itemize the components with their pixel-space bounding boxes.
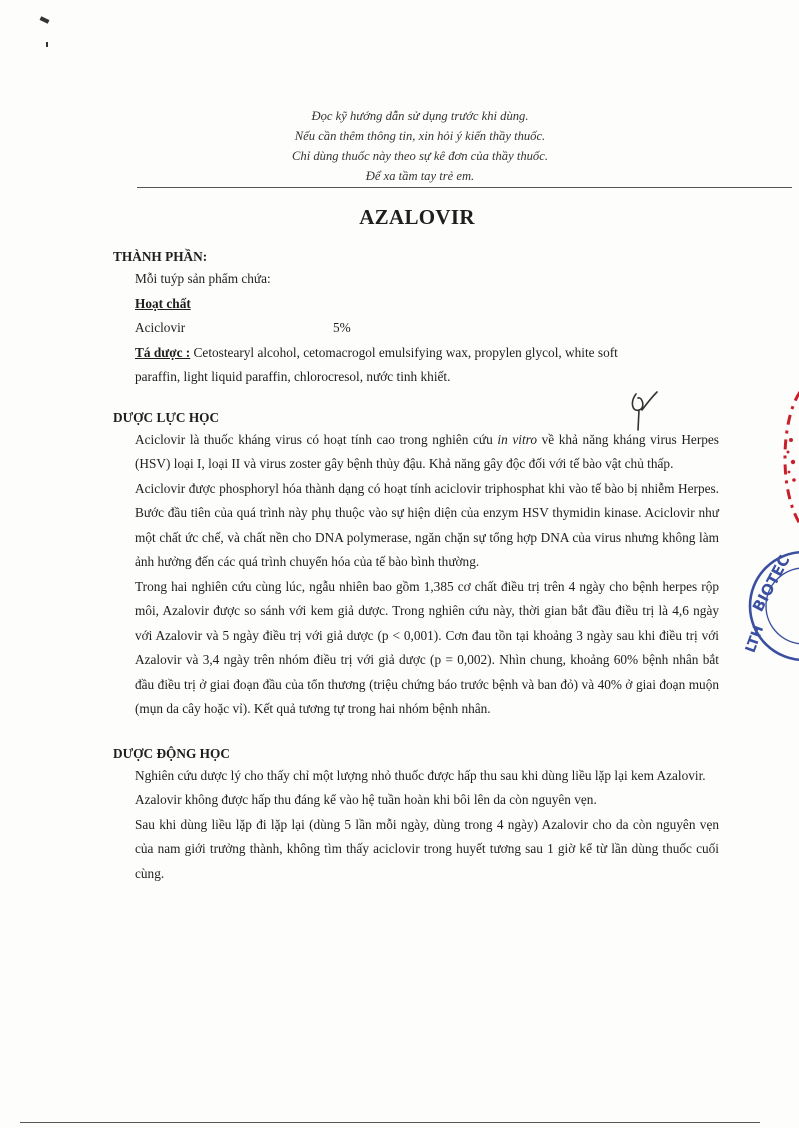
active-ingredient-label xyxy=(135,292,719,317)
excipients xyxy=(135,341,719,390)
footer-divider xyxy=(20,1122,760,1123)
active-amount: 5% xyxy=(333,320,351,335)
composition-heading: THÀNH PHẦN: xyxy=(113,249,208,264)
pharmacokinetics-heading: DƯỢC ĐỘNG HỌC xyxy=(113,745,230,761)
warning-line: Nếu cần thêm thông tin, xin hỏi ý kiến thầy thuốc. xyxy=(294,129,546,143)
warning-line: Chỉ dùng thuốc này theo sự kê đơn của thầy thuốc. xyxy=(292,149,548,163)
pharmacokinetics-paragraph-2: Azalovir không được hấp thu đáng kể vào hệ tuần hoàn khi bôi lên da còn nguyên vẹn. xyxy=(135,792,597,807)
in-vitro-term: in vitro xyxy=(497,431,537,447)
pharmacokinetics-paragraph-1: Nghiên cứu dược lý cho thấy chỉ một lượng nhỏ thuốc được hấp thu sau khi dùng liều lặp lại kem Azalovir. xyxy=(135,767,706,783)
pharmacodynamics-paragraph-2: Aciclovir được phosphoryl hóa thành dạng có hoạt tính aciclovir triphosphat khi vào tế bào bị nhiễm Herpes. Bước đầu tiên của quá trình này phụ thuộc vào sự hiện diện của enzym HSV thymidin kinase. Aciclovir như một chất ức chế, và chất nền cho DNA polymerase, ngăn chặn sự tổng hợp DNA của virus nhưng không làm ảnh hưởng đến các quá trình chuyển hóa của tế bào bình thường. xyxy=(135,480,719,569)
document-body xyxy=(113,247,719,886)
company-seal xyxy=(742,548,799,668)
product-title: AZALOVIR xyxy=(359,205,475,229)
active-ingredient-row xyxy=(135,316,719,341)
active-label: Hoạt chất xyxy=(135,295,191,311)
pharmacodynamics-paragraph-3: Trong hai nghiên cứu cùng lúc, ngẫu nhiên bao gồm 1,385 cơ chất điều trị trên 4 ngày cho bệnh herpes rộp môi, Azalovir được so sánh với kem giả dược. Trong nghiên cứu này, thời gian bắt đầu điều trị là 4,6 ngày với Azalovir và 5 ngày điều trị với giả dược (p < 0,001). Cơn đau tồn tại khoảng 3 ngày sau khi điều trị với Azalovir và 3,4 ngày trên nhóm điều trị với giả dược (p = 0,002). Nhìn chung, khoảng 60% bệnh nhân bắt đầu điều trị ở giai đoạn đầu của tổn thương (triệu chứng báo trước bệnh và ban đỏ) và 40% ở giai đoạn muộn (mụn da cây hoặc vỉ). Kết quả tương tự trong hai nhóm bệnh nhân. xyxy=(135,578,719,716)
handwritten-initial xyxy=(626,388,660,432)
red-stamp xyxy=(764,388,799,528)
usage-warnings xyxy=(200,106,640,186)
svg-text:BIOTEC: BIOTEC xyxy=(748,552,794,615)
pharmacokinetics-paragraph-3: Sau khi dùng liều lặp đi lặp lại (dùng 5 lần mỗi ngày, dùng trong 4 ngày) Azalovir cho da còn nguyên vẹn của nam giới trưởng thành, không tìm thấy aciclovir trong huyết tương sau 1 giờ kể từ lần dùng thuốc cuối cùng. xyxy=(135,816,719,881)
svg-text:LTH: LTH xyxy=(742,623,768,656)
scan-mark xyxy=(46,42,48,47)
excipient-label: Tá dược : xyxy=(135,344,191,360)
header-divider xyxy=(137,187,792,188)
warning-line: Để xa tầm tay trẻ em. xyxy=(365,169,475,183)
excipient-text-2: paraffin, light liquid paraffin, chlorocresol, nước tinh khiết. xyxy=(135,369,451,384)
warning-line: Đọc kỹ hướng dẫn sử dụng trước khi dùng. xyxy=(311,109,529,123)
pharmacodynamics-paragraph-1: Aciclovir là thuốc kháng virus có hoạt tính cao trong nghiên cứu in vitro về khả năng kháng virus Herpes (HSV) loại I, loại II và virus zoster gây bệnh thủy đậu. Khả năng gây độc đối với tế bào vật chủ thấp. xyxy=(135,431,719,471)
pharmacodynamics-heading: DƯỢC LỰC HỌC xyxy=(113,409,220,425)
composition-intro: Mỗi tuýp sản phẩm chứa: xyxy=(135,271,271,286)
excipient-text-1: Cetostearyl alcohol, cetomacrogol emulsifying wax, propylen glycol, white soft xyxy=(190,344,618,360)
scan-mark xyxy=(40,16,50,23)
active-name: Aciclovir xyxy=(135,320,186,335)
